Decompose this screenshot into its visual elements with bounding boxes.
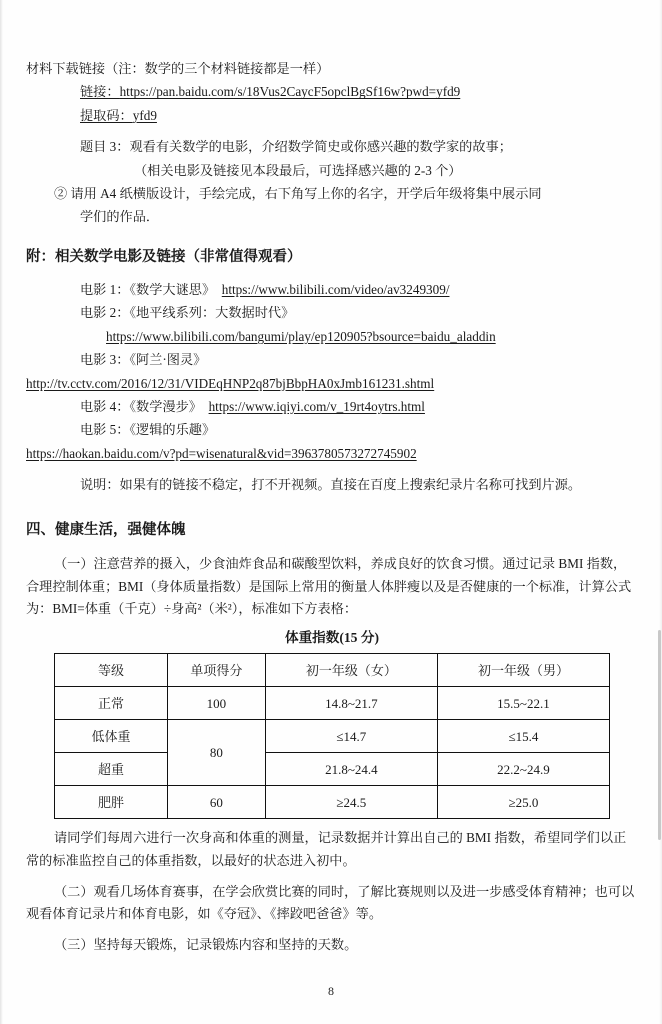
- movie-1-label: 电影 1：: [80, 282, 130, 298]
- cell-female-normal: 14.8~21.7: [265, 687, 437, 720]
- cell-male-underweight: ≤15.4: [437, 720, 609, 753]
- cell-score-obese: 60: [167, 786, 265, 819]
- cell-male-obese: ≥25.0: [437, 786, 609, 819]
- cell-female-overweight: 21.8~24.4: [265, 753, 437, 786]
- movie-3-label: 电影 3：: [80, 352, 130, 368]
- vertical-scrollbar[interactable]: [658, 630, 661, 840]
- cell-grade-underweight: 低体重: [55, 720, 168, 753]
- item2-line1: ② 请用 A4 纸横版设计，手绘完成，右下角写上你的名字，开学后年级将集中展示同: [54, 185, 542, 201]
- download-link-line: [26, 81, 638, 102]
- materials-download-heading: 材料下载链接（注：数学的三个材料链接都是一样）: [26, 61, 330, 76]
- cell-grade-overweight: 超重: [55, 753, 168, 786]
- movie-5-url-line: [26, 443, 638, 464]
- table-row: [55, 753, 610, 786]
- page-left-edge-shadow: [0, 0, 3, 1024]
- movie-5-line: [26, 419, 638, 440]
- movie-5-label: 电影 5：: [80, 422, 130, 438]
- movie-2-line: [26, 302, 638, 323]
- cell-grade-obese: 肥胖: [55, 786, 168, 819]
- cell-score-80: 80: [167, 720, 265, 786]
- movie-3-line: [26, 349, 638, 370]
- movie-5-url[interactable]: https://haokan.baidu.com/v?pd=wisenatural&vid=3963780573272745902: [26, 445, 417, 461]
- movie-1-line: [26, 279, 638, 300]
- movie-4-line: [26, 396, 638, 417]
- movie-1-title: 《数学大谜思》: [129, 282, 216, 298]
- cell-female-obese: ≥24.5: [265, 786, 437, 819]
- download-link-url[interactable]: https://pan.baidu.com/s/18Vus2CaycF5opclBgSf16w?pwd=yfd9: [119, 84, 461, 100]
- task3-line: 题目 3：观看有关数学的电影，介绍数学简史或你感兴趣的数学家的故事；: [80, 139, 512, 155]
- appendix-note: 说明：如果有的链接不稳定，打不开视频。直接在百度上搜索纪录片名称可找到片源。: [80, 477, 582, 493]
- item2-line2: 学们的作品．: [80, 209, 160, 225]
- table-row: [55, 687, 610, 720]
- header-cell-grade: 等级: [55, 654, 168, 687]
- cell-male-overweight: 22.2~24.9: [437, 753, 609, 786]
- section4-para1: （一）注意营养的摄入，少食油炸食品和碳酸型饮料，养成良好的饮食习惯。通过记录 BMI 指数，合理控制体重；BMI（身体质量指数）是国际上常用的衡量人体胖瘦以及是否健康的一个标准，计算公式为：BMI=体重（千克）÷身高²（米²），标准如下方表格：: [26, 555, 632, 617]
- movie-4-url[interactable]: https://www.iqiyi.com/v_19rt4oytrs.html: [208, 398, 425, 414]
- movie-2-url[interactable]: https://www.bilibili.com/bangumi/play/ep120905?bsource=baidu_aladdin: [106, 328, 496, 344]
- movie-4-title: 《数学漫步》: [129, 398, 202, 414]
- table-row: [55, 786, 610, 819]
- movie-2-title: 《地平线系列：大数据时代》: [129, 305, 295, 321]
- appendix-heading: 附：相关数学电影及链接（非常值得观看）: [26, 248, 302, 265]
- bmi-table-title: 体重指数(15 分): [284, 630, 379, 646]
- table-header-row: [55, 654, 610, 687]
- extract-code-label: 提取码：: [80, 107, 133, 123]
- document-content: [26, 58, 638, 957]
- cell-male-normal: 15.5~22.1: [437, 687, 609, 720]
- section4-para3: （二）观看几场体育赛事，在学会欣赏比赛的同时，了解比赛规则以及进一步感受体育精神；也可以观看体育记录片和体育电影，如《夺冠》、《摔跤吧爸爸》等。: [26, 883, 635, 922]
- header-cell-score: 单项得分: [167, 654, 265, 687]
- section4-para4: （三）坚持每天锻炼，记录锻炼内容和坚持的天数。: [54, 936, 358, 952]
- cell-grade-normal: 正常: [55, 687, 168, 720]
- extract-code-value: yfd9: [132, 107, 157, 123]
- task3-note-line: （相关电影及链接见本段最后，可选择感兴趣的 2-3 个）: [134, 162, 462, 178]
- header-cell-female: 初一年级（女）: [265, 654, 437, 687]
- bmi-table: [54, 653, 610, 819]
- movie-3-title: 《阿兰·图灵》: [129, 352, 207, 368]
- movie-4-label: 电影 4：: [80, 398, 130, 414]
- movie-1-url[interactable]: https://www.bilibili.com/video/av3249309/: [221, 282, 450, 298]
- movie-3-url-line: [26, 373, 638, 394]
- movie-5-title: 《逻辑的乐趣》: [129, 422, 216, 438]
- movie-2-url-line: [26, 326, 638, 347]
- section4-heading: 四、健康生活，强健体魄: [26, 522, 186, 539]
- download-link-label: 链接：: [80, 84, 120, 100]
- section4-para2: 请同学们每周六进行一次身高和体重的测量，记录数据并计算出自己的 BMI 指数，希望同学们以正常的标准监控自己的体重指数，以最好的状态进入初中。: [26, 830, 627, 868]
- page-number: 8: [328, 984, 334, 998]
- header-cell-male: 初一年级（男）: [437, 654, 609, 687]
- movie-3-url[interactable]: http://tv.cctv.com/2016/12/31/VIDEqHNP2q87bjBbpHA0xJmb161231.shtml: [26, 375, 435, 391]
- movie-2-label: 电影 2：: [80, 305, 130, 321]
- table-row: [55, 720, 610, 753]
- cell-score-normal: 100: [167, 687, 265, 720]
- extract-code-line: [26, 105, 638, 126]
- cell-female-underweight: ≤14.7: [265, 720, 437, 753]
